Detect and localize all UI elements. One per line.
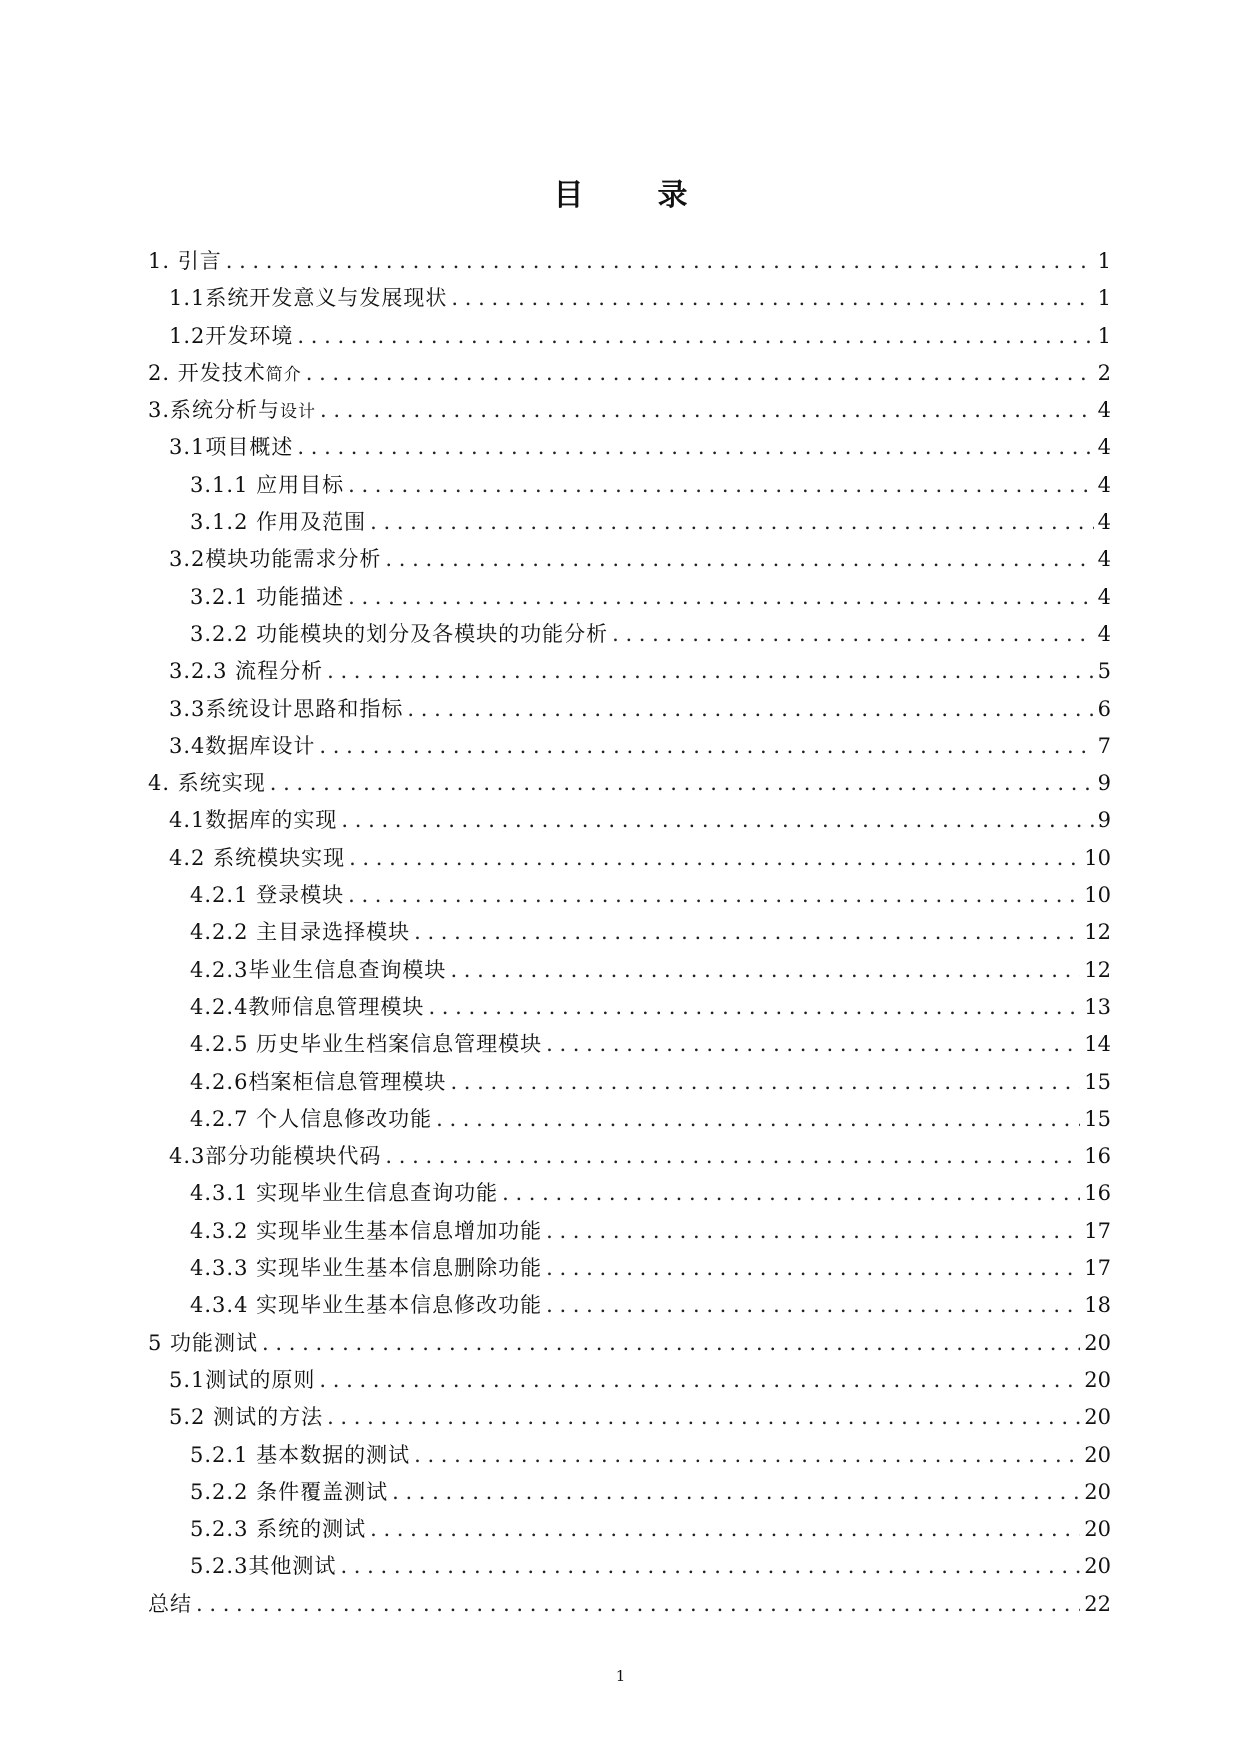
toc-entry-label: [190, 952, 446, 989]
toc-entry-page-number: 4: [1097, 584, 1111, 609]
toc-entry[interactable]: [148, 467, 1111, 504]
toc-entry-label: [190, 1101, 432, 1138]
toc-entry-page-number: 20: [1084, 1479, 1111, 1504]
toc-entry-label-text: 3.4数据库设计: [169, 733, 316, 758]
toc-entry-page-number: 4: [1097, 510, 1111, 535]
toc-dot-leader: [270, 765, 1094, 802]
toc-dot-leader: [546, 1026, 1080, 1063]
toc-dot-leader: [436, 1101, 1080, 1138]
toc-entry-label-text: 4.2.1 登录模块: [190, 883, 345, 908]
toc-entry-page-number: 20: [1084, 1517, 1111, 1542]
toc-entry-page-number: 10: [1084, 845, 1111, 870]
toc-entry[interactable]: [148, 1213, 1111, 1250]
toc-entry-page-number: 16: [1084, 1181, 1111, 1206]
toc-entry[interactable]: [148, 355, 1111, 392]
toc-dot-leader: [546, 1287, 1080, 1324]
toc-entry-label: [148, 392, 316, 431]
toc-dot-leader: [349, 840, 1080, 877]
toc-entry-label: [169, 840, 345, 877]
toc-entry-label: [148, 1586, 192, 1623]
toc-dot-leader: [502, 1175, 1080, 1212]
toc-entry-label: [169, 728, 315, 765]
toc-entry-page-number: 20: [1084, 1330, 1111, 1355]
toc-dot-leader: [196, 1586, 1080, 1623]
toc-entry-label-text: 5.2.3 系统的测试: [190, 1517, 367, 1542]
toc-entry-label-suffix: 简介: [265, 364, 302, 385]
toc-entry[interactable]: [148, 691, 1111, 728]
toc-entry-label: [190, 1287, 542, 1324]
toc-entry[interactable]: [148, 1586, 1111, 1623]
toc-entry-page-number: 2: [1097, 360, 1111, 385]
toc-entry-label: [148, 243, 222, 280]
toc-entry-label: [169, 1138, 381, 1175]
toc-entry-label-text: 3.1.1 应用目标: [190, 472, 345, 497]
toc-entry-page-number: 4: [1097, 472, 1111, 497]
toc-entry-label: [169, 1399, 323, 1436]
toc-dot-leader: [451, 280, 1093, 317]
toc-entry-label-text: 4.2 系统模块实现: [169, 845, 346, 870]
toc-entry-label-text: 5.2.2 条件覆盖测试: [190, 1479, 389, 1504]
toc-entry-label-text: 4.1数据库的实现: [169, 808, 338, 833]
toc-entry-label-text: 1. 引言: [148, 249, 222, 273]
toc-entry-label: [169, 280, 447, 317]
toc-entry-label: [169, 691, 403, 728]
toc-dot-leader: [414, 1437, 1080, 1474]
toc-entry-label-text: 4.2.4教师信息管理模块: [190, 994, 425, 1019]
toc-entry-label: [190, 467, 344, 504]
toc-entry-label: [169, 318, 293, 355]
toc-entry-label-text: 5.1测试的原则: [169, 1367, 316, 1392]
toc-dot-leader: [546, 1213, 1080, 1250]
toc-dot-leader: [428, 989, 1080, 1026]
toc-entry-label: [190, 914, 410, 951]
table-of-contents: [148, 243, 1111, 1623]
toc-entry-page-number: 14: [1084, 1032, 1111, 1057]
toc-entry-page-number: 1: [1097, 323, 1111, 348]
toc-dot-leader: [319, 1362, 1080, 1399]
toc-entry[interactable]: [148, 1474, 1111, 1511]
toc-entry-label: [190, 877, 344, 914]
toc-dot-leader: [450, 952, 1080, 989]
toc-entry-label: [148, 765, 266, 802]
toc-entry[interactable]: [148, 1325, 1111, 1362]
toc-entry-label-text: 4.3.4 实现毕业生基本信息修改功能: [190, 1293, 543, 1318]
toc-entry[interactable]: [148, 504, 1111, 541]
toc-entry[interactable]: [148, 579, 1111, 616]
toc-entry-label: [190, 1213, 542, 1250]
toc-dot-leader: [340, 1548, 1080, 1585]
toc-entry[interactable]: [148, 1399, 1111, 1436]
toc-entry-page-number: 12: [1084, 920, 1111, 945]
toc-entry-page-number: 7: [1097, 733, 1111, 758]
toc-entry-label-text: 4.3.1 实现毕业生信息查询功能: [190, 1181, 499, 1206]
toc-dot-leader: [348, 579, 1094, 616]
toc-entry-page-number: 20: [1084, 1442, 1111, 1467]
toc-entry-label: [190, 1250, 542, 1287]
toc-entry-label: [190, 1474, 388, 1511]
toc-entry-label-text: 总结: [148, 1591, 192, 1616]
toc-entry-page-number: 20: [1084, 1367, 1111, 1392]
toc-entry-page-number: 10: [1084, 883, 1111, 908]
toc-entry[interactable]: [148, 765, 1111, 802]
toc-entry-page-number: 9: [1097, 771, 1111, 796]
toc-entry-label-text: 3.1项目概述: [169, 435, 294, 460]
toc-entry-label-text: 3.2.2 功能模块的划分及各模块的功能分析: [190, 621, 609, 646]
toc-entry-label-suffix: 设计: [280, 402, 317, 423]
toc-dot-leader: [262, 1325, 1080, 1362]
toc-entry-page-number: 12: [1084, 957, 1111, 982]
toc-entry[interactable]: [148, 616, 1111, 653]
toc-dot-leader: [320, 392, 1094, 429]
toc-entry-page-number: 1: [1097, 249, 1111, 273]
toc-entry-page-number: 6: [1097, 696, 1111, 721]
toc-entry[interactable]: [148, 1064, 1111, 1101]
page-number: 1: [615, 1667, 626, 1685]
toc-entry-page-number: 4: [1097, 435, 1111, 460]
toc-entry-label-text: 4.2.2 主目录选择模块: [190, 920, 411, 945]
toc-entry-label: [169, 429, 293, 466]
toc-entry[interactable]: [148, 1511, 1111, 1548]
toc-entry-label-text: 4.2.6档案柜信息管理模块: [190, 1069, 447, 1094]
toc-entry[interactable]: [148, 1362, 1111, 1399]
toc-entry[interactable]: [148, 802, 1111, 839]
toc-dot-leader: [348, 877, 1080, 914]
toc-entry-page-number: 4: [1097, 547, 1111, 572]
toc-entry-page-number: 18: [1084, 1293, 1111, 1318]
toc-entry-page-number: 15: [1084, 1106, 1111, 1131]
toc-entry-page-number: 4: [1097, 621, 1111, 646]
toc-entry-label-text: 3.3系统设计思路和指标: [169, 696, 404, 721]
toc-entry[interactable]: [148, 280, 1111, 317]
toc-dot-leader: [297, 318, 1093, 355]
toc-entry-label: [169, 653, 323, 690]
toc-entry-label-text: 4.3.2 实现毕业生基本信息增加功能: [190, 1218, 543, 1243]
toc-dot-leader: [546, 1250, 1080, 1287]
toc-entry[interactable]: [148, 728, 1111, 765]
toc-entry-label: [190, 1437, 410, 1474]
toc-entry-label-text: 4.2.7 个人信息修改功能: [190, 1106, 433, 1131]
toc-entry-label-text: 1.2开发环境: [169, 323, 294, 348]
toc-entry[interactable]: [148, 1175, 1111, 1212]
toc-entry-label-text: 3.系统分析与: [148, 398, 281, 423]
toc-dot-leader: [370, 1511, 1080, 1548]
toc-dot-leader: [306, 355, 1094, 392]
toc-entry[interactable]: [148, 429, 1111, 466]
toc-entry[interactable]: [148, 1250, 1111, 1287]
toc-entry-label-text: 4.3部分功能模块代码: [169, 1144, 382, 1169]
toc-entry[interactable]: [148, 1101, 1111, 1138]
toc-entry-page-number: 20: [1084, 1405, 1111, 1430]
toc-entry-label-text: 4. 系统实现: [148, 771, 266, 796]
toc-entry-label-text: 3.1.2 作用及范围: [190, 510, 367, 535]
toc-entry-page-number: 9: [1097, 808, 1111, 833]
toc-entry-label: [190, 504, 366, 541]
toc-entry[interactable]: [148, 1026, 1111, 1063]
toc-dot-leader: [341, 802, 1093, 839]
toc-entry[interactable]: [148, 952, 1111, 989]
toc-entry-page-number: 15: [1084, 1069, 1111, 1094]
toc-entry-label-text: 5.2 测试的方法: [169, 1405, 324, 1430]
toc-entry[interactable]: [148, 653, 1111, 690]
toc-dot-leader: [319, 728, 1093, 765]
toc-entry[interactable]: [148, 392, 1111, 429]
toc-dot-leader: [407, 691, 1093, 728]
toc-dot-leader: [385, 1138, 1080, 1175]
toc-entry-page-number: 13: [1084, 994, 1111, 1019]
toc-entry[interactable]: [148, 1437, 1111, 1474]
toc-dot-leader: [297, 429, 1093, 466]
toc-entry-label: [190, 1175, 498, 1212]
toc-entry-label-text: 3.2.3 流程分析: [169, 659, 324, 684]
toc-entry-label: [190, 616, 608, 653]
toc-entry-label-text: 5.2.3其他测试: [190, 1554, 337, 1579]
toc-entry-label: [190, 579, 344, 616]
toc-entry-page-number: 17: [1084, 1218, 1111, 1243]
toc-entry[interactable]: [148, 914, 1111, 951]
toc-entry-label: [148, 1325, 258, 1362]
toc-dot-leader: [450, 1064, 1080, 1101]
toc-dot-leader: [414, 914, 1080, 951]
toc-entry[interactable]: [148, 840, 1111, 877]
toc-entry-label: [169, 802, 337, 839]
toc-entry-label: [190, 1511, 366, 1548]
toc-entry[interactable]: [148, 989, 1111, 1026]
toc-dot-leader: [612, 616, 1094, 653]
toc-dot-leader: [327, 653, 1094, 690]
toc-entry-label-text: 2. 开发技术: [148, 360, 266, 385]
toc-entry-label: [169, 1362, 315, 1399]
toc-entry[interactable]: [148, 1548, 1111, 1585]
toc-entry-label-text: 4.3.3 实现毕业生基本信息删除功能: [190, 1256, 543, 1281]
toc-entry[interactable]: [148, 243, 1111, 280]
toc-entry[interactable]: [148, 318, 1111, 355]
toc-entry-page-number: 22: [1084, 1591, 1111, 1616]
toc-entry-label: [169, 541, 381, 578]
toc-entry[interactable]: [148, 541, 1111, 578]
toc-dot-leader: [370, 504, 1094, 541]
toc-entry-label: [190, 1064, 446, 1101]
toc-entry[interactable]: [148, 1287, 1111, 1324]
toc-dot-leader: [392, 1474, 1080, 1511]
toc-entry[interactable]: [148, 1138, 1111, 1175]
toc-entry-label-text: 3.2.1 功能描述: [190, 584, 345, 609]
toc-entry-label: [190, 1548, 336, 1585]
toc-entry-label: [190, 989, 424, 1026]
toc-entry-page-number: 4: [1097, 398, 1111, 423]
toc-entry-label-text: 3.2模块功能需求分析: [169, 547, 382, 572]
toc-entry-page-number: 16: [1084, 1144, 1111, 1169]
toc-entry-label-text: 5.2.1 基本数据的测试: [190, 1442, 411, 1467]
toc-entry-label-text: 4.2.3毕业生信息查询模块: [190, 957, 447, 982]
toc-entry-label: [148, 355, 302, 394]
toc-entry-page-number: 20: [1084, 1554, 1111, 1579]
toc-entry-label-text: 4.2.5 历史毕业生档案信息管理模块: [190, 1032, 543, 1057]
toc-entry-label-text: 5 功能测试: [148, 1330, 259, 1355]
toc-entry-page-number: 1: [1097, 286, 1111, 311]
toc-title: 目 录: [553, 178, 710, 213]
toc-entry[interactable]: [148, 877, 1111, 914]
toc-dot-leader: [327, 1399, 1080, 1436]
toc-entry-label: [190, 1026, 542, 1063]
toc-dot-leader: [226, 243, 1094, 280]
toc-dot-leader: [385, 541, 1093, 578]
toc-entry-label-text: 1.1系统开发意义与发展现状: [169, 286, 448, 311]
toc-entry-page-number: 5: [1097, 659, 1111, 684]
toc-dot-leader: [348, 467, 1094, 504]
toc-entry-page-number: 17: [1084, 1256, 1111, 1281]
